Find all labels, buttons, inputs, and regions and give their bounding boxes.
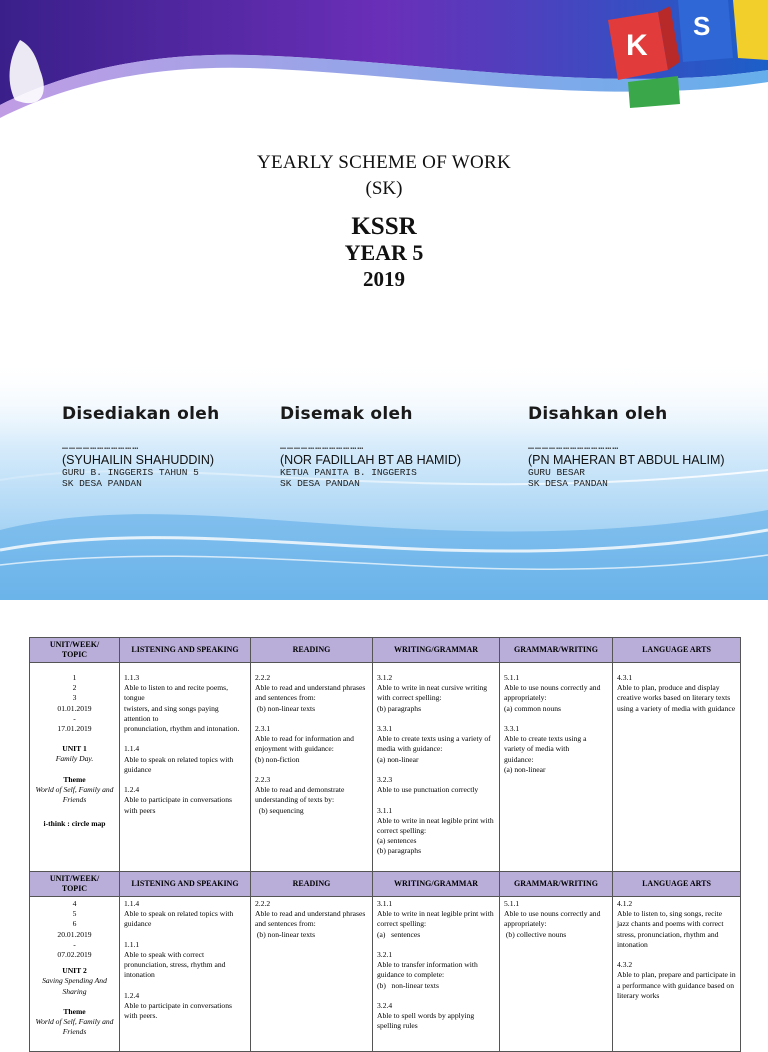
abc-blocks-illustration <box>568 0 768 110</box>
signature-block-prepared <box>62 404 302 489</box>
signature-name: (SYUHAILIN SHAHUDDIN) <box>62 453 215 467</box>
unit-title: Saving Spending And Sharing <box>42 976 107 996</box>
week-numbers: 1 2 3 <box>72 673 77 703</box>
title-line-1: YEARLY SCHEME OF WORK <box>256 152 512 173</box>
signature-heading: Disahkan oleh <box>528 404 668 424</box>
theme-text: World of Self, Family and Friends <box>35 784 114 805</box>
header-grammar-writing: GRAMMAR/WRITING <box>500 872 613 897</box>
unit-cell <box>30 897 120 1052</box>
reading-cell: 2.2.2 Able to read and understand phrases and sentences from: (b) non-linear texts 2.3.1 Able to read for information and enjoyment with guidance: (b) non-fiction 2.2.3 Able to read and demonstrate understanding of texts by: (b) sequencing <box>251 663 373 872</box>
signature-heading: Disediakan oleh <box>62 404 220 424</box>
grammar-cell: 5.1.1 Able to use nouns correctly and appropriately: (a) common nouns 3.3.1 Able to create texts using a variety of media with guidance: (a) non-linear <box>500 663 613 872</box>
table-row <box>30 663 741 872</box>
title-line-4: YEAR 5 <box>344 240 424 265</box>
signature-name: (PN MAHERAN BT ABDUL HALIM) <box>528 453 725 467</box>
signature-line: ……………………………… <box>280 441 365 452</box>
signature-block-checked <box>280 404 520 489</box>
signature-role: GURU BESAR <box>528 467 586 478</box>
header-language-arts: LANGUAGE ARTS <box>613 638 741 663</box>
header-grammar-writing: GRAMMAR/WRITING <box>500 638 613 663</box>
header-unit-week-topic: UNIT/WEEK/ TOPIC <box>30 638 120 663</box>
language-arts-cell: 4.3.1 Able to plan, produce and display creative works based on literary texts using a variety of media with guidance <box>613 663 741 872</box>
date-end: 07.02.2019 <box>57 950 92 960</box>
unit-cell <box>30 663 120 872</box>
title-line-3: KSSR <box>351 213 417 240</box>
unit-number: UNIT 1 <box>62 744 87 754</box>
header-language-arts: LANGUAGE ARTS <box>613 872 741 897</box>
header-writing-grammar: WRITING/GRAMMAR <box>373 638 500 663</box>
date-separator: - <box>73 713 76 723</box>
writing-cell: 3.1.2 Able to write in neat cursive writing with correct spelling: (b) paragraphs 3.3.1 Able to create texts using a variety of media with guidance: (a) non-linear 3.2.3 Able to use punctuation correctly 3.1.1 Able to write in neat legible print with correct spelling: (a) sentences (b) paragraphs <box>373 663 500 872</box>
date-start: 20.01.2019 <box>57 929 92 939</box>
svg-text:K: K <box>626 29 648 62</box>
signature-name: (NOR FADILLAH BT AB HAMID) <box>280 453 462 467</box>
signature-role: GURU B. INGGERIS TAHUN 5 <box>62 467 199 478</box>
signature-school: SK DESA PANDAN <box>62 478 142 489</box>
date-end: 17.01.2019 <box>57 724 92 734</box>
header-reading: READING <box>251 638 373 663</box>
grammar-cell: 5.1.1 Able to use nouns correctly and appropriately: (b) collective nouns <box>500 897 613 1052</box>
svg-text:S: S <box>693 11 711 41</box>
title-line-5: 2019 <box>363 267 405 291</box>
unit-number: UNIT 2 <box>62 966 87 976</box>
table-header-row <box>30 638 741 663</box>
header-unit-week-topic: UNIT/WEEK/ TOPIC <box>30 872 120 897</box>
theme-label: Theme <box>63 774 86 784</box>
header-listening-speaking: LISTENING AND SPEAKING <box>120 638 251 663</box>
date-start: 01.01.2019 <box>57 703 92 713</box>
date-separator: - <box>73 939 76 949</box>
reading-cell: 2.2.2 Able to read and understand phrases and sentences from: (b) non-linear texts <box>251 897 373 1052</box>
signature-role: KETUA PANITA B. INGGERIS <box>280 467 417 478</box>
scheme-of-work-table <box>29 637 741 1052</box>
signature-school: SK DESA PANDAN <box>528 478 608 489</box>
header-reading: READING <box>251 872 373 897</box>
signature-heading: Disemak oleh <box>280 404 413 424</box>
signature-line: …………………………… <box>62 441 140 452</box>
language-arts-cell: 4.1.2 Able to listen to, sing songs, recite jazz chants and poems with correct stress, pronunciation, rhythm and intonation 4.3.2 Able to plan, prepare and participate in a performance with guidance based on literary works <box>613 897 741 1052</box>
writing-cell: 3.1.1 Able to write in neat legible print with correct spelling: (a) sentences 3.2.1 Able to transfer information with guidance to complete: (b) non-linear texts 3.2.4 Able to spell words by applying spelling rules <box>373 897 500 1052</box>
table-header-row <box>30 872 741 897</box>
signature-school: SK DESA PANDAN <box>280 478 360 489</box>
listening-cell: 1.1.3 Able to listen to and recite poems, tongue twisters, and sing songs paying attention to pronunciation, rhythm and intonation. 1.1.4 Able to speak on related topics with guidance 1.2.4 Able to participate in conversations with peers <box>120 663 251 872</box>
header-listening-speaking: LISTENING AND SPEAKING <box>120 872 251 897</box>
table-row <box>30 897 741 1052</box>
listening-cell: 1.1.4 Able to speak on related topics with guidance 1.1.1 Able to speak with correct pronunciation, stress, rhythm and intonation 1.2.4 Able to participate in conversations with peers. <box>120 897 251 1052</box>
theme-text: World of Self, Family and Friends <box>35 1017 114 1037</box>
unit-title: Family Day. <box>55 754 94 764</box>
ithink-map: i-think : circle map <box>43 819 106 829</box>
signature-line: ………………………………… <box>528 441 620 452</box>
title-line-2: (SK) <box>365 178 403 199</box>
theme-label: Theme <box>63 1006 86 1016</box>
week-numbers: 4 5 6 <box>72 899 77 929</box>
header-writing-grammar: WRITING/GRAMMAR <box>373 872 500 897</box>
signature-block-approved <box>528 404 768 489</box>
